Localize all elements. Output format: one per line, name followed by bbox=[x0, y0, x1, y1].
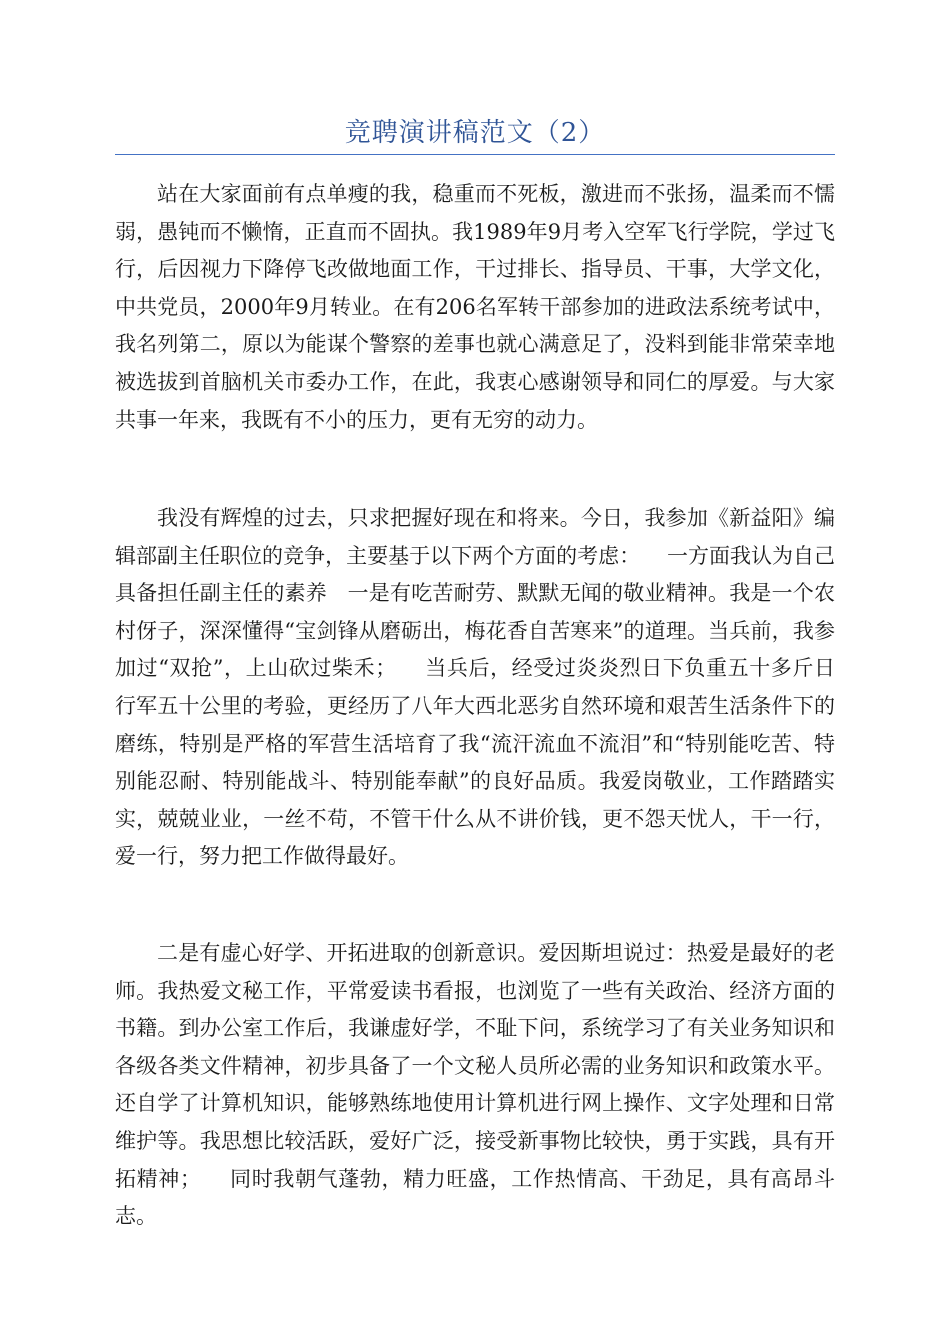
title-underline bbox=[115, 154, 835, 155]
paragraph-1: 站在大家面前有点单瘦的我，稳重而不死板，激进而不张扬，温柔而不懦弱，愚钝而不懒惰，正直而不固执。我1989年9月考入空军飞行学院，学过飞行，后因视力下降停飞改做地面工作，干过排长、指导员、干事，大学文化，中共党员，2000年9月转业。在有206名军转干部参加的进政法系统考试中，我名列第二，原以为能谋个警察的差事也就心满意足了，没料到能非常荣幸地被选拔到首脑机关市委办工作，在此，我衷心感谢领导和同仁的厚爱。与大家共事一年来，我既有不小的压力，更有无穷的动力。 bbox=[115, 182, 835, 432]
paragraph-3: 二是有虚心好学、开拓进取的创新意识。爱因斯坦说过：热爱是最好的老师。我热爱文秘工作，平常爱读书看报，也浏览了一些有关政治、经济方面的书籍。到办公室工作后，我谦虚好学，不耻下问，系统学习了有关业务知识和各级各类文件精神，初步具备了一个文秘人员所必需的业务知识和政策水平。还自学了计算机知识，能够熟练地使用计算机进行网上操作、文字处理和日常维护等。我思想比较活跃，爱好广泛，接受新事物比较快，勇于实践，具有开拓精神； 同时我朝气蓬勃，精力旺盛，工作热情高、干劲足，具有高昂斗志。 bbox=[115, 941, 835, 1229]
document-title: 竞聘演讲稿范文（2） bbox=[344, 118, 606, 148]
paragraph-2: 我没有辉煌的过去，只求把握好现在和将来。今日，我参加《新益阳》编辑部副主任职位的竞争，主要基于以下两个方面的考虑： 一方面我认为自己具备担任副主任的素养 一是有吃苦耐劳、默默无闻的敬业精神。我是一个农村伢子，深深懂得“宝剑锋从磨砺出，梅花香自苦寒来”的道理。当兵前，我参加过“双抢”，上山砍过柴禾； 当兵后，经受过炎炎烈日下负重五十多斤日行军五十公里的考验，更经历了八年大西北恶劣自然环境和艰苦生活条件下的磨练，特别是严格的军营生活培育了我“流汗流血不流泪”和“特别能吃苦、特别能忍耐、特别能战斗、特别能奉献”的良好品质。我爱岗敬业，工作踏踏实实，兢兢业业，一丝不苟，不管干什么从不讲价钱，更不怨天忧人，干一行，爱一行，努力把工作做得最好。 bbox=[115, 506, 835, 869]
